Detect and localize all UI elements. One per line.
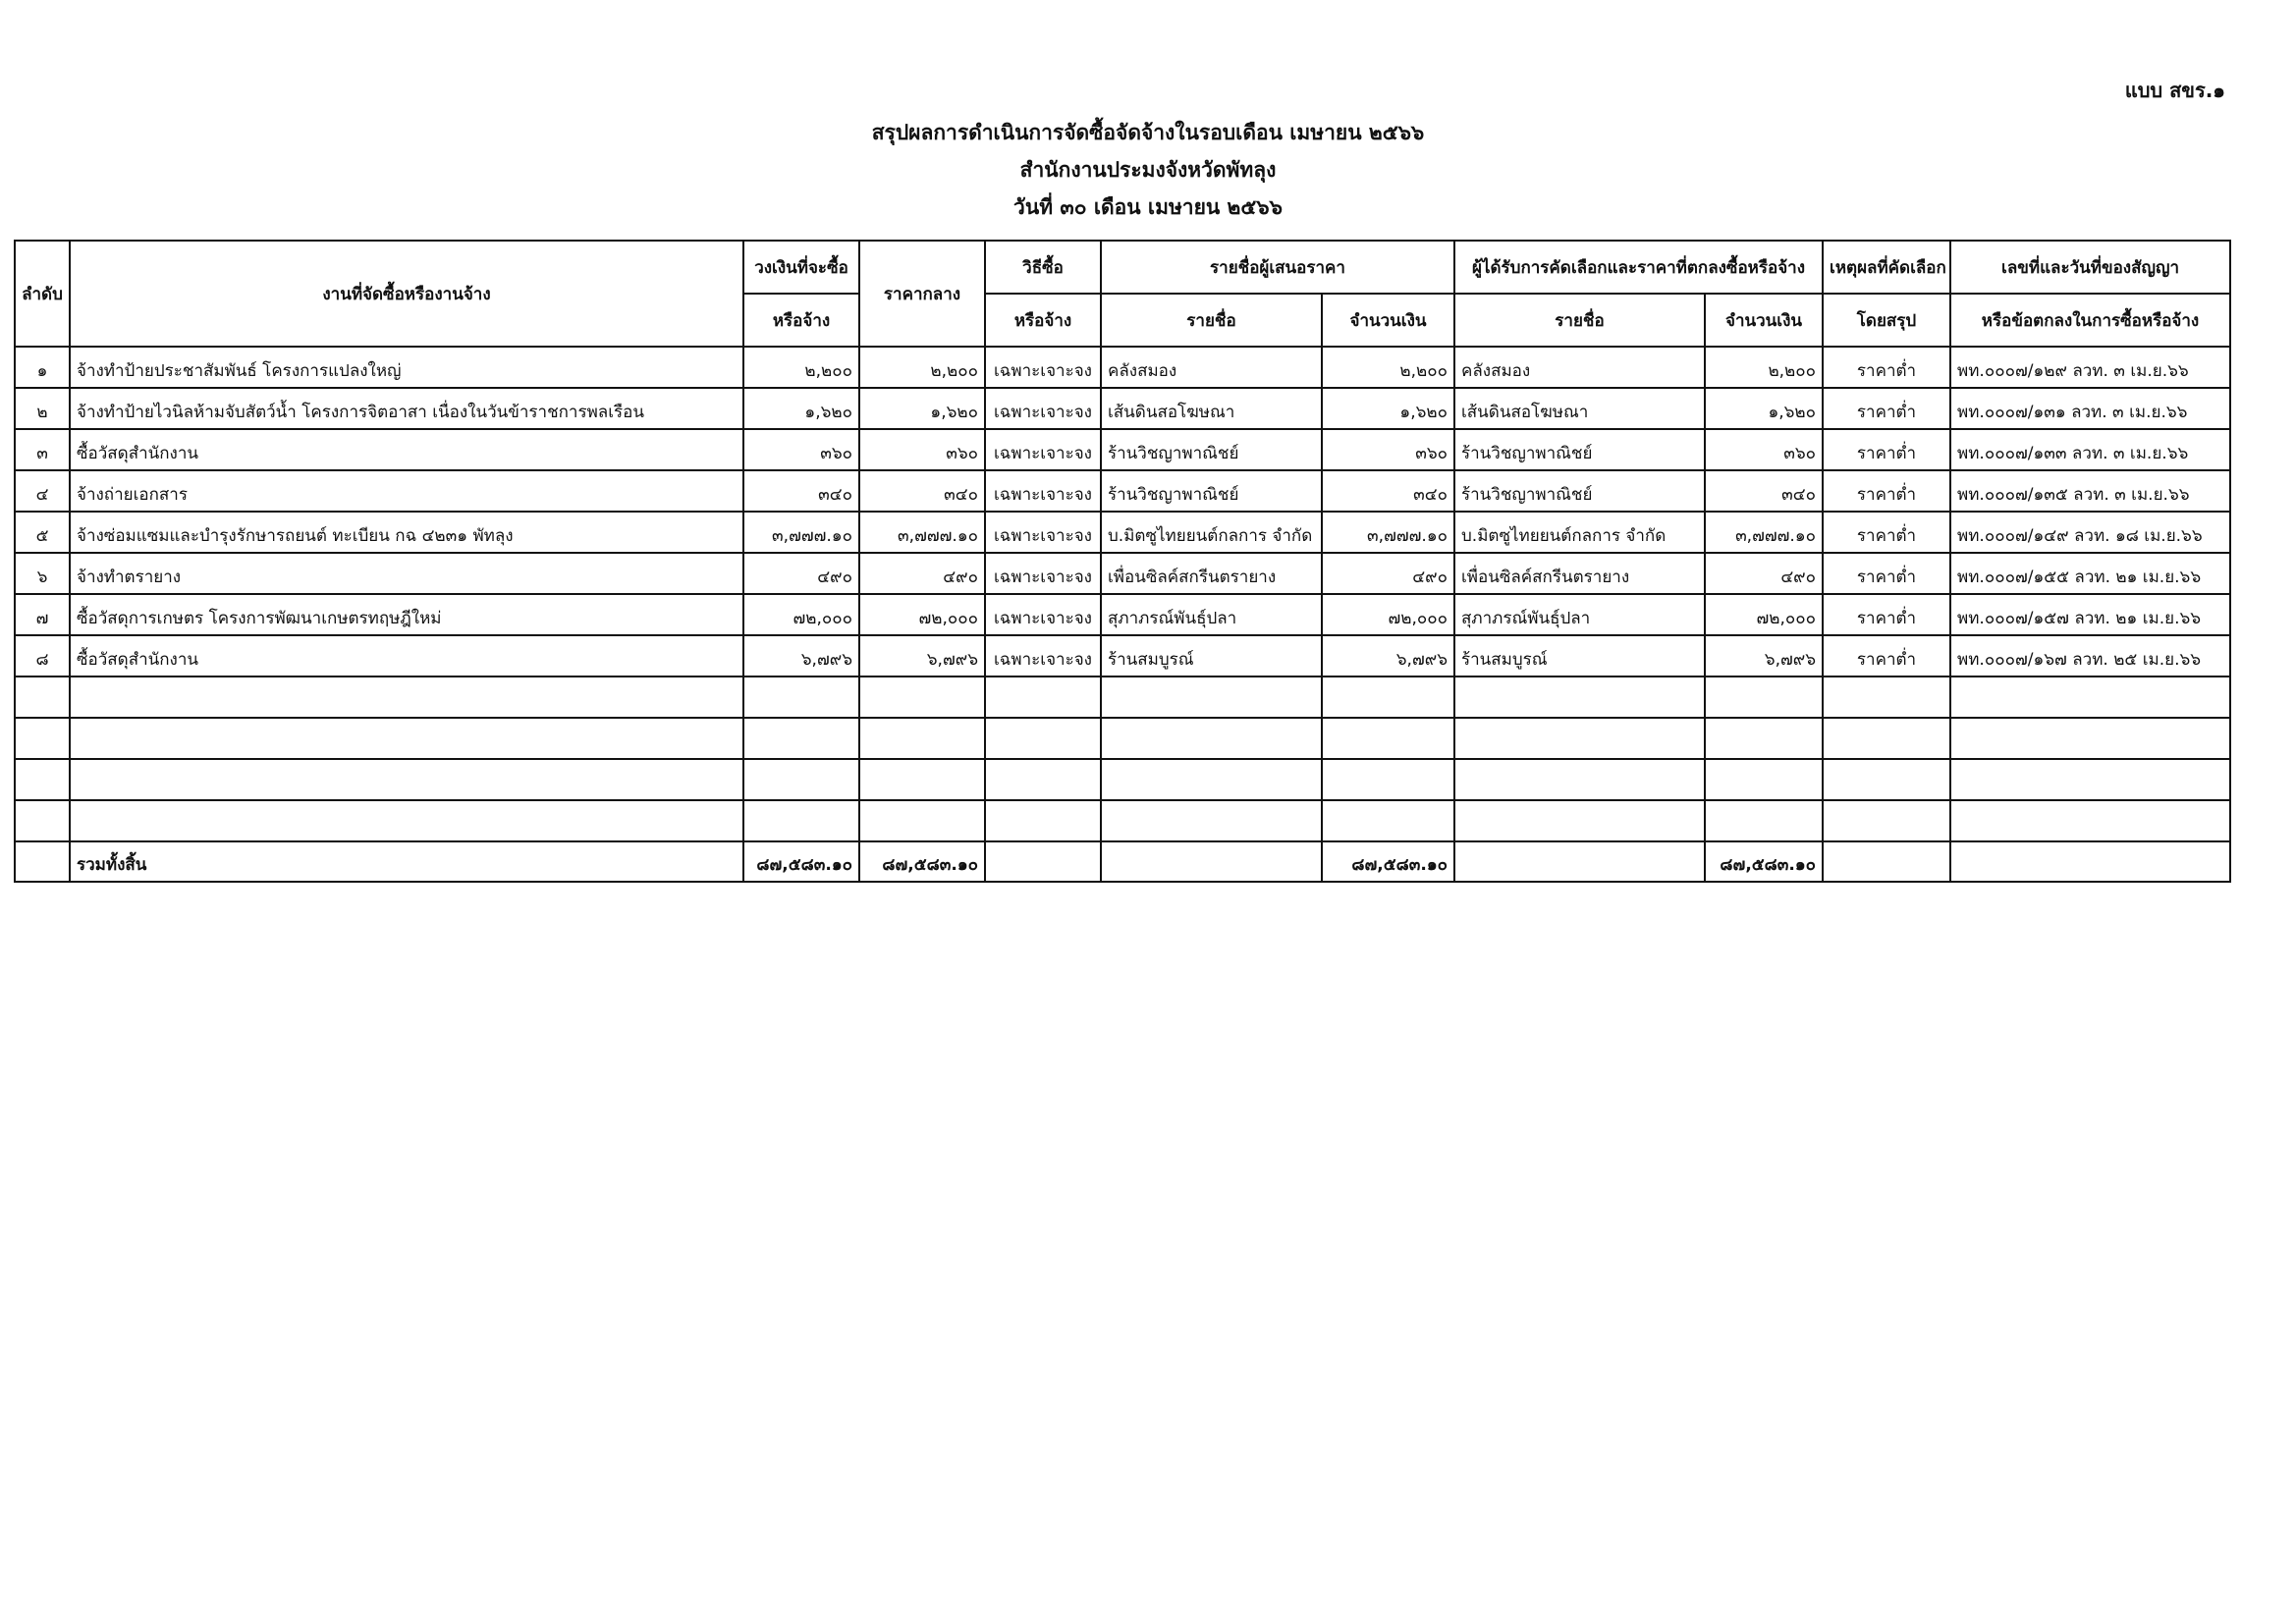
cell-median: ๓๖๐ [859, 429, 985, 470]
cell-win-amount: ๖,๗๙๖ [1705, 635, 1823, 677]
report-date: วันที่ ๓๐ เดือน เมษายน ๒๕๖๖ [1013, 195, 1283, 219]
cell-reason: ราคาต่ำ [1823, 594, 1950, 635]
cell-bidder: บ.มิตซูไทยยนต์กลการ จำกัด [1101, 512, 1322, 553]
cell-bid-amount: ๓๖๐ [1322, 429, 1454, 470]
report-title: สรุปผลการดำเนินการจัดซื้อจัดจ้างในรอบเดือน เมษายน ๒๕๖๖ [871, 121, 1425, 144]
cell-reason: ราคาต่ำ [1823, 388, 1950, 429]
cell-reason: ราคาต่ำ [1823, 635, 1950, 677]
total-win-amount: ๘๗,๕๘๓.๑๐ [1705, 841, 1823, 882]
cell-bid-amount: ๗๒,๐๐๐ [1322, 594, 1454, 635]
cell-contract: พท.๐๐๐๗/๑๔๙ ลวท. ๑๘ เม.ย.๖๖ [1950, 512, 2230, 553]
table-row [15, 429, 2230, 470]
table-row [15, 512, 2230, 553]
cell-no: ๒ [15, 388, 70, 429]
cell-win-amount: ๓,๗๗๗.๑๐ [1705, 512, 1823, 553]
cell-winner: ร้านวิชญาพาณิชย์ [1454, 470, 1705, 512]
cell-median: ๓,๗๗๗.๑๐ [859, 512, 985, 553]
cell-method: เฉพาะเจาะจง [985, 635, 1101, 677]
cell-contract: พท.๐๐๐๗/๑๕๕ ลวท. ๒๑ เม.ย.๖๖ [1950, 553, 2230, 594]
header-bidder-name: รายชื่อ [1101, 294, 1322, 347]
cell-work: จ้างทำป้ายประชาสัมพันธ์ โครงการแปลงใหญ่ [70, 347, 743, 388]
cell-method: เฉพาะเจาะจง [985, 512, 1101, 553]
header-reason-sub: โดยสรุป [1823, 294, 1950, 347]
header-reason: เหตุผลที่คัดเลือก [1823, 241, 1950, 294]
cell-method: เฉพาะเจาะจง [985, 470, 1101, 512]
cell-no: ๘ [15, 635, 70, 677]
total-label: รวมทั้งสิ้น [70, 841, 743, 882]
cell-work: จ้างซ่อมแซมและบำรุงรักษารถยนต์ ทะเบียน กฉ ๔๒๓๑ พัทลุง [70, 512, 743, 553]
header-median-price: ราคากลาง [859, 241, 985, 347]
cell-no: ๖ [15, 553, 70, 594]
cell-win-amount: ๒,๒๐๐ [1705, 347, 1823, 388]
table-header [15, 241, 2230, 347]
header-budget-sub: หรือจ้าง [743, 294, 859, 347]
header-method: วิธีซื้อ [985, 241, 1101, 294]
cell-median: ๔๙๐ [859, 553, 985, 594]
cell-bidder: สุภาภรณ์พันธุ์ปลา [1101, 594, 1322, 635]
cell-bidder: ร้านวิชญาพาณิชย์ [1101, 429, 1322, 470]
header-winner-group: ผู้ได้รับการคัดเลือกและราคาที่ตกลงซื้อหรือจ้าง [1454, 241, 1823, 294]
cell-no: ๔ [15, 470, 70, 512]
cell-median: ๒,๒๐๐ [859, 347, 985, 388]
cell-bidder: คลังสมอง [1101, 347, 1322, 388]
cell-win-amount: ๔๙๐ [1705, 553, 1823, 594]
cell-bid-amount: ๓๔๐ [1322, 470, 1454, 512]
cell-bid-amount: ๖,๗๙๖ [1322, 635, 1454, 677]
cell-median: ๓๔๐ [859, 470, 985, 512]
table-row [15, 553, 2230, 594]
table-row [15, 470, 2230, 512]
cell-win-amount: ๓๖๐ [1705, 429, 1823, 470]
cell-winner: คลังสมอง [1454, 347, 1705, 388]
cell-no: ๗ [15, 594, 70, 635]
header-method-sub: หรือจ้าง [985, 294, 1101, 347]
header-bidders-group: รายชื่อผู้เสนอราคา [1101, 241, 1454, 294]
table-row [15, 347, 2230, 388]
table-row [15, 635, 2230, 677]
cell-win-amount: ๑,๖๒๐ [1705, 388, 1823, 429]
cell-budget: ๓,๗๗๗.๑๐ [743, 512, 859, 553]
cell-budget: ๗๒,๐๐๐ [743, 594, 859, 635]
header-bidder-amount: จำนวนเงิน [1322, 294, 1454, 347]
header-contract-sub: หรือข้อตกลงในการซื้อหรือจ้าง [1950, 294, 2230, 347]
cell-method: เฉพาะเจาะจง [985, 553, 1101, 594]
cell-no: ๓ [15, 429, 70, 470]
cell-contract: พท.๐๐๐๗/๑๖๗ ลวท. ๒๕ เม.ย.๖๖ [1950, 635, 2230, 677]
cell-work: จ้างทำตรายาง [70, 553, 743, 594]
cell-budget: ๖,๗๙๖ [743, 635, 859, 677]
cell-bid-amount: ๓,๗๗๗.๑๐ [1322, 512, 1454, 553]
cell-bid-amount: ๔๙๐ [1322, 553, 1454, 594]
cell-reason: ราคาต่ำ [1823, 553, 1950, 594]
cell-win-amount: ๓๔๐ [1705, 470, 1823, 512]
cell-work: จ้างถ่ายเอกสาร [70, 470, 743, 512]
total-budget: ๘๗,๕๘๓.๑๐ [743, 841, 859, 882]
header-work: งานที่จัดซื้อหรืองานจ้าง [70, 241, 743, 347]
cell-winner: บ.มิตซูไทยยนต์กลการ จำกัด [1454, 512, 1705, 553]
total-row [15, 841, 2230, 882]
cell-bidder: ร้านสมบูรณ์ [1101, 635, 1322, 677]
cell-bid-amount: ๑,๖๒๐ [1322, 388, 1454, 429]
cell-contract: พท.๐๐๐๗/๑๒๙ ลวท. ๓ เม.ย.๖๖ [1950, 347, 2230, 388]
cell-median: ๗๒,๐๐๐ [859, 594, 985, 635]
header-winner-amount: จำนวนเงิน [1705, 294, 1823, 347]
cell-winner: ร้านสมบูรณ์ [1454, 635, 1705, 677]
form-code: แบบ สขร.๑ [2124, 79, 2225, 102]
cell-winner: เพื่อนซิลค์สกรีนตรายาง [1454, 553, 1705, 594]
table-body [15, 347, 2230, 882]
cell-bidder: เส้นดินสอโฆษณา [1101, 388, 1322, 429]
cell-no: ๑ [15, 347, 70, 388]
total-median: ๘๗,๕๘๓.๑๐ [859, 841, 985, 882]
cell-reason: ราคาต่ำ [1823, 512, 1950, 553]
procurement-table [14, 240, 2231, 883]
procurement-table-wrap [14, 240, 2229, 883]
cell-bidder: ร้านวิชญาพาณิชย์ [1101, 470, 1322, 512]
cell-method: เฉพาะเจาะจง [985, 347, 1101, 388]
cell-method: เฉพาะเจาะจง [985, 594, 1101, 635]
cell-bid-amount: ๒,๒๐๐ [1322, 347, 1454, 388]
header-budget: วงเงินที่จะซื้อ [743, 241, 859, 294]
cell-work: จ้างทำป้ายไวนิลห้ามจับสัตว์น้ำ โครงการจิตอาสา เนื่องในวันข้าราชการพลเรือน [70, 388, 743, 429]
cell-contract: พท.๐๐๐๗/๑๓๕ ลวท. ๓ เม.ย.๖๖ [1950, 470, 2230, 512]
header-contract: เลขที่และวันที่ของสัญญา [1950, 241, 2230, 294]
cell-work: ซื้อวัสดุสำนักงาน [70, 635, 743, 677]
cell-contract: พท.๐๐๐๗/๑๓๓ ลวท. ๓ เม.ย.๖๖ [1950, 429, 2230, 470]
cell-median: ๑,๖๒๐ [859, 388, 985, 429]
blank-row [15, 759, 2230, 800]
cell-win-amount: ๗๒,๐๐๐ [1705, 594, 1823, 635]
cell-winner: เส้นดินสอโฆษณา [1454, 388, 1705, 429]
agency-name: สำนักงานประมงจังหวัดพัทลุง [1019, 158, 1277, 182]
cell-method: เฉพาะเจาะจง [985, 388, 1101, 429]
cell-budget: ๑,๖๒๐ [743, 388, 859, 429]
cell-bidder: เพื่อนซิลค์สกรีนตรายาง [1101, 553, 1322, 594]
cell-contract: พท.๐๐๐๗/๑๓๑ ลวท. ๓ เม.ย.๖๖ [1950, 388, 2230, 429]
cell-budget: ๒,๒๐๐ [743, 347, 859, 388]
cell-winner: สุภาภรณ์พันธุ์ปลา [1454, 594, 1705, 635]
cell-median: ๖,๗๙๖ [859, 635, 985, 677]
cell-reason: ราคาต่ำ [1823, 470, 1950, 512]
table-row [15, 594, 2230, 635]
cell-no: ๕ [15, 512, 70, 553]
total-bid-amount: ๘๗,๕๘๓.๑๐ [1322, 841, 1454, 882]
cell-reason: ราคาต่ำ [1823, 347, 1950, 388]
cell-work: ซื้อวัสดุสำนักงาน [70, 429, 743, 470]
blank-row [15, 718, 2230, 759]
cell-winner: ร้านวิชญาพาณิชย์ [1454, 429, 1705, 470]
cell-budget: ๔๙๐ [743, 553, 859, 594]
report-title-block [0, 114, 2296, 226]
cell-budget: ๓๖๐ [743, 429, 859, 470]
header-no: ลำดับ [15, 241, 70, 347]
cell-budget: ๓๔๐ [743, 470, 859, 512]
blank-row [15, 677, 2230, 718]
header-winner-name: รายชื่อ [1454, 294, 1705, 347]
blank-row [15, 800, 2230, 841]
cell-method: เฉพาะเจาะจง [985, 429, 1101, 470]
cell-work: ซื้อวัสดุการเกษตร โครงการพัฒนาเกษตรทฤษฎีใหม่ [70, 594, 743, 635]
cell-contract: พท.๐๐๐๗/๑๕๗ ลวท. ๒๑ เม.ย.๖๖ [1950, 594, 2230, 635]
table-row [15, 388, 2230, 429]
cell-reason: ราคาต่ำ [1823, 429, 1950, 470]
